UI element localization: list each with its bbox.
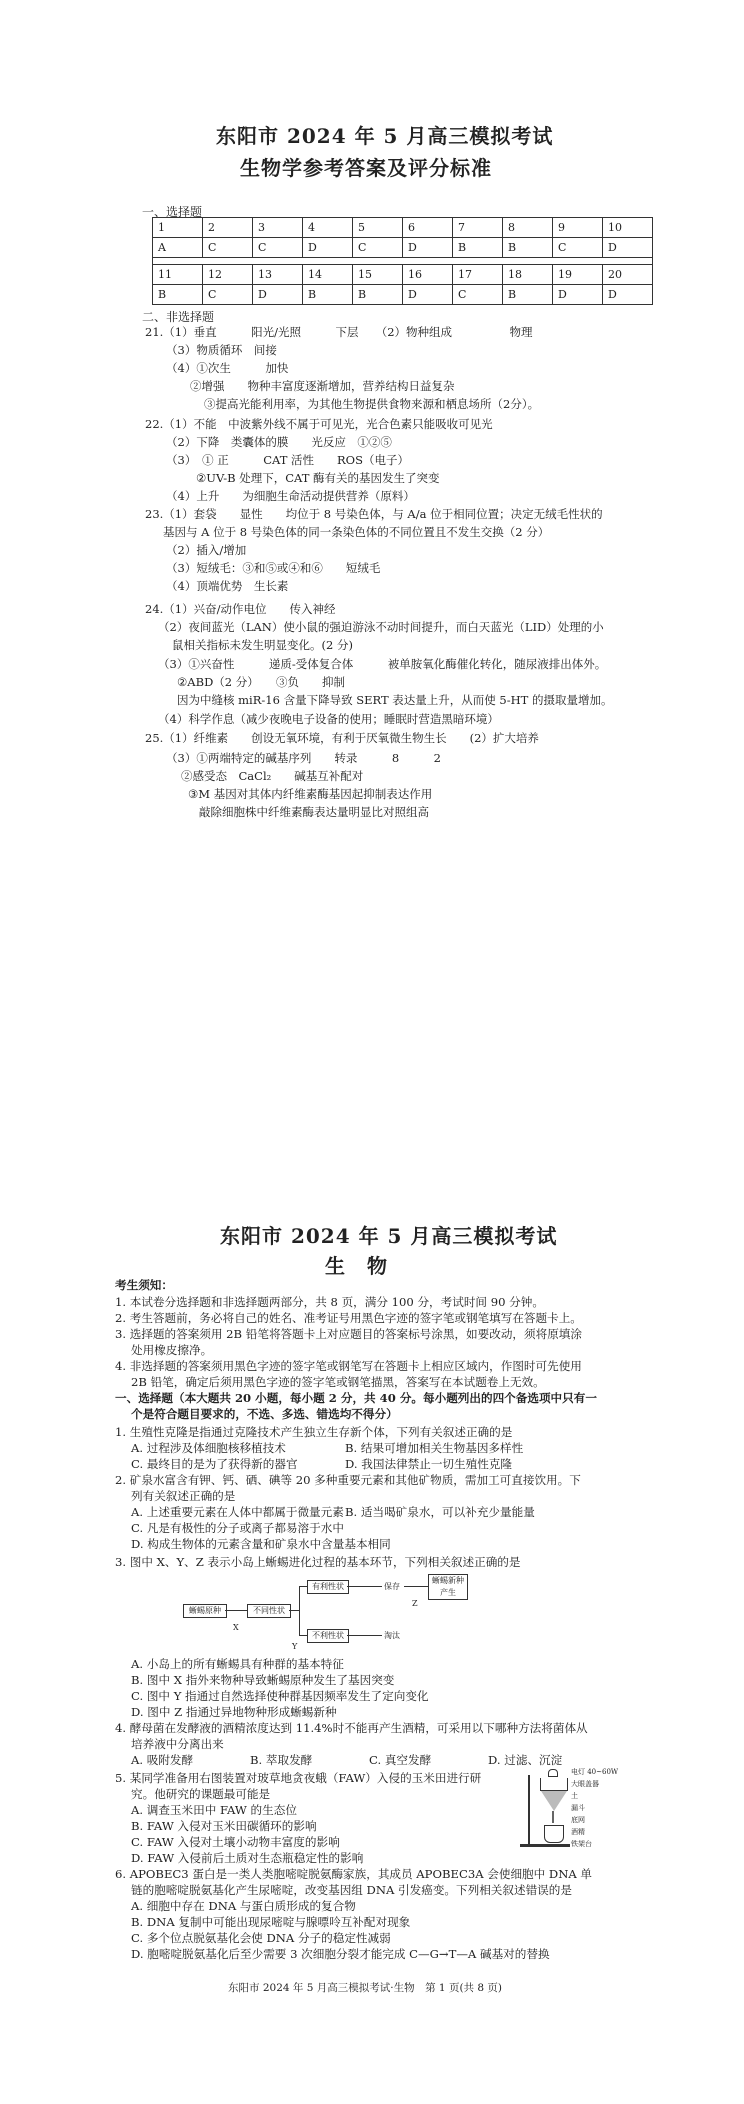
answer-line: 25.（1）纤维素 创设无氧环境，有利于厌氧微生物生长 (2）扩大培养 bbox=[145, 731, 539, 745]
page-subtitle: 生物学参考答案及评分标准 bbox=[240, 156, 492, 180]
answer-cell: 4 bbox=[303, 218, 353, 238]
answer-cell: 14 bbox=[303, 265, 353, 285]
page-footer: 东阳市 2024 年 5 月高三模拟考试·生物 第 1 页(共 8 页) bbox=[228, 1982, 502, 1994]
notice-line: 处用橡皮擦净。 bbox=[131, 1343, 213, 1357]
answer-cell: D bbox=[553, 285, 603, 305]
diagram-label-eliminate: 淘汰 bbox=[384, 1631, 400, 1640]
diagram-box-origin: 蜥蜴原种 bbox=[183, 1604, 227, 1618]
question-line: C. 图中 Y 指通过自然选择使种群基因频率发生了定向变化 bbox=[131, 1689, 429, 1703]
answer-cell: 19 bbox=[553, 265, 603, 285]
diagram-arrow bbox=[347, 1635, 382, 1636]
question-line: C. 多个位点脱氨基化会使 DNA 分子的稳定性减弱 bbox=[131, 1931, 391, 1945]
answer-cell: C bbox=[253, 238, 303, 258]
diagram-branch bbox=[299, 1586, 300, 1636]
answer-cell: 6 bbox=[403, 218, 453, 238]
notice-line: 4. 非选择题的答案须用黑色字迹的签字笔或钢笔写在答题卡上相应区域内，作图时可先使用 bbox=[115, 1359, 582, 1373]
diagram-box-new-species: 蜥蜴新种产生 bbox=[428, 1574, 468, 1600]
answer-line: 22.（1）不能 中波紫外线不属于可见光，光合色素只能吸收可见光 bbox=[145, 417, 493, 431]
question-line: C. 凡是有极性的分子或离子都易溶于水中 bbox=[131, 1521, 344, 1535]
answer-cell: 2 bbox=[203, 218, 253, 238]
answer-cell: B bbox=[503, 238, 553, 258]
question-line: 1. 生殖性克隆是指通过克隆技术产生独立生存新个体，下列有关叙述正确的是 bbox=[115, 1425, 513, 1439]
diagram-label-x: X bbox=[233, 1623, 239, 1632]
diagram-arrow bbox=[299, 1635, 307, 1636]
answer-line: ②ABD（2 分） ③负 抑制 bbox=[177, 675, 346, 689]
notice-line: 2. 考生答题前，务必将自己的姓名、准考证号用黑色字迹的签字笔或钢笔填写在答题卡上。 bbox=[115, 1311, 582, 1325]
answer-cell: B bbox=[153, 285, 203, 305]
question-line: B. DNA 复制中可能出现尿嘧啶与腺嘌呤互补配对现象 bbox=[131, 1915, 411, 1929]
question-line: C. 最终目的是为了获得新的器官 bbox=[131, 1457, 298, 1471]
diagram-arrow bbox=[225, 1610, 247, 1611]
answer-line: （4）科学作息（减少夜晚电子设备的使用；睡眠时营造黑暗环境） bbox=[158, 712, 499, 726]
apparatus-label: 铁架台 bbox=[571, 1840, 592, 1848]
section-heading: 二、非选择题 bbox=[142, 310, 215, 324]
question-line: B. FAW 入侵对玉米田碳循环的影响 bbox=[131, 1819, 317, 1833]
answer-line: ③M 基因对其体内纤维素酶基因起抑制表达作用 bbox=[188, 787, 433, 801]
question-line: 4. 酵母菌在发酵液的酒精浓度达到 11.4%时不能再产生酒精，可采用以下哪种方法将菌体从 bbox=[115, 1721, 588, 1735]
question-line: A. 调查玉米田中 FAW 的生态位 bbox=[131, 1803, 297, 1817]
answer-line: ③提高光能利用率，为其他生物提供食物来源和栖息场所（2分）。 bbox=[204, 397, 540, 411]
question-line: A. 吸附发酵 bbox=[131, 1753, 194, 1767]
notice-line: 3. 选择题的答案须用 2B 铅笔将答题卡上对应题目的答案标号涂黑，如要改动，须将原填涂 bbox=[115, 1327, 582, 1341]
section-line: 个是符合题目要求的，不选、多选、错选均不得分） bbox=[131, 1407, 398, 1421]
answer-cell: B bbox=[453, 238, 503, 258]
diagram-box-unfavorable: 不利性状 bbox=[307, 1629, 349, 1643]
soil-container bbox=[540, 1778, 568, 1791]
question-line: D. 图中 Z 指通过异地物种形成蜥蜴新种 bbox=[131, 1705, 337, 1719]
question-line: 3. 图中 X、Y、Z 表示小岛上蜥蜴进化过程的基本环节，下列相关叙述正确的是 bbox=[115, 1555, 521, 1569]
answer-cell: D bbox=[403, 285, 453, 305]
answer-cell: C bbox=[203, 238, 253, 258]
apparatus-label: 酒精 bbox=[571, 1828, 585, 1836]
answer-cell: 17 bbox=[453, 265, 503, 285]
apparatus-label: 大眼盖器 bbox=[571, 1780, 599, 1788]
apparatus-label: 土 bbox=[571, 1792, 578, 1800]
diagram-label-y: Y bbox=[292, 1642, 298, 1651]
answer-cell: D bbox=[403, 238, 453, 258]
answer-cell: 12 bbox=[203, 265, 253, 285]
question-line: A. 上述重要元素在人体中都属于微量元素 bbox=[131, 1505, 344, 1519]
answer-line: 23.（1）套袋 显性 均位于 8 号染色体，与 A/a 位于相同位置；决定无绒毛性状的 bbox=[145, 507, 603, 521]
answer-line: 21.（1）垂直 阳光/光照 下层 （2）物种组成 物理 bbox=[145, 325, 533, 339]
question-line: A. 过程涉及体细胞核移植技术 bbox=[131, 1441, 286, 1455]
question-line: C. FAW 入侵对土壤小动物丰富度的影响 bbox=[131, 1835, 340, 1849]
apparatus-label: 底网 bbox=[571, 1816, 585, 1824]
stand-pole bbox=[528, 1775, 530, 1845]
answer-cell: C bbox=[203, 285, 253, 305]
answer-cell: 5 bbox=[353, 218, 403, 238]
question-line: B. 图中 X 指外来物种导致蜥蜴原种发生了基因突变 bbox=[131, 1673, 395, 1687]
question-line: B. 适当喝矿泉水，可以补充少量能量 bbox=[345, 1505, 535, 1519]
question-line: D. 胞嘧啶脱氨基化后至少需要 3 次细胞分裂才能完成 C—G→T—A 碱基对的替换 bbox=[131, 1947, 550, 1961]
answer-cell: D bbox=[603, 238, 653, 258]
diagram-box-favorable: 有利性状 bbox=[307, 1580, 349, 1594]
question-line: A. 小岛上的所有蜥蜴具有种群的基本特征 bbox=[131, 1657, 344, 1671]
answer-cell: 11 bbox=[153, 265, 203, 285]
exam-title: 东阳市 2024 年 5 月高三模拟考试 bbox=[220, 1224, 558, 1248]
answer-cell: 7 bbox=[453, 218, 503, 238]
answer-cell: D bbox=[303, 238, 353, 258]
question-line: A. 细胞中存在 DNA 与蛋白质形成的复合物 bbox=[131, 1899, 356, 1913]
answer-line: 24.（1）兴奋/动作电位 传入神经 bbox=[145, 602, 336, 616]
diagram-label-z: Z bbox=[412, 1599, 418, 1608]
answer-line: ②感受态 CaCl₂ 碱基互补配对 bbox=[181, 769, 364, 783]
question-line: D. 过滤、沉淀 bbox=[488, 1753, 563, 1767]
answer-line: 鼠相关指标未发生明显变化。(2 分) bbox=[172, 638, 353, 652]
answer-cell: 13 bbox=[253, 265, 303, 285]
question-line: C. 真空发酵 bbox=[369, 1753, 432, 1767]
answer-line: （3）①两端特定的碱基序列 转录 8 2 bbox=[166, 751, 441, 765]
stand-base bbox=[520, 1844, 570, 1847]
answer-line: 敲除细胞株中纤维素酶表达量明显比对照组高 bbox=[199, 805, 429, 819]
question-line: D. 构成生物体的元素含量和矿泉水中含量基本相同 bbox=[131, 1537, 391, 1551]
answer-cell: D bbox=[603, 285, 653, 305]
exam-subject: 生 物 bbox=[325, 1254, 388, 1278]
answer-line: ②UV-B 处理下，CAT 酶有关的基因发生了突变 bbox=[196, 471, 440, 485]
answer-cell: 3 bbox=[253, 218, 303, 238]
answer-cell: B bbox=[353, 285, 403, 305]
page-title: 东阳市 2024 年 5 月高三模拟考试 bbox=[216, 124, 554, 148]
answer-cell: C bbox=[453, 285, 503, 305]
diagram-label-keep: 保存 bbox=[384, 1582, 400, 1591]
answer-cell: 10 bbox=[603, 218, 653, 238]
question-line: 2. 矿泉水富含有钾、钙、硒、碘等 20 多种重要元素和其他矿物质，需加工可直接饮用。下 bbox=[115, 1473, 581, 1487]
answer-line: （3）①兴奋性 递质-受体复合体 被单胺氧化酶催化转化，随尿液排出体外。 bbox=[158, 657, 607, 671]
diagram-arrow bbox=[347, 1586, 382, 1587]
answer-cell: 9 bbox=[553, 218, 603, 238]
answer-line: （3）短绒毛：③和⑤或④和⑥ 短绒毛 bbox=[166, 561, 381, 575]
answer-line: （2）夜间蓝光（LAN）使小鼠的强迫游泳不动时间提升，而白天蓝光（LID）处理的小 bbox=[158, 620, 604, 634]
answer-line: 基因与 A 位于 8 号染色体的同一条染色体的不同位置且不发生交换（2 分） bbox=[163, 525, 550, 539]
answer-cell: B bbox=[303, 285, 353, 305]
question-line: D. FAW 入侵前后土质对生态瓶稳定性的影响 bbox=[131, 1851, 364, 1865]
question-line: 究。他研究的课题最可能是 bbox=[131, 1787, 271, 1801]
funnel-stem bbox=[552, 1811, 554, 1823]
diagram-arrow bbox=[299, 1586, 307, 1587]
answer-line: （3） ① 正 CAT 活性 ROS（电子） bbox=[166, 453, 409, 467]
answer-cell: 8 bbox=[503, 218, 553, 238]
answer-cell: 16 bbox=[403, 265, 453, 285]
answer-line: （2）插入/增加 bbox=[166, 543, 247, 557]
answer-cell: 20 bbox=[603, 265, 653, 285]
answer-cell: 18 bbox=[503, 265, 553, 285]
question-line: 6. APOBEC3 蛋白是一类人类胞嘧啶脱氨酶家族，其成员 APOBEC3A 会使细胞中 DNA 单 bbox=[115, 1867, 593, 1881]
notice-title: 考生须知： bbox=[115, 1278, 173, 1292]
answer-line: ②增强 物种丰富度逐渐增加，营养结构日益复杂 bbox=[190, 379, 455, 393]
diagram-box-variation: 不同性状 bbox=[247, 1604, 291, 1618]
notice-line: 2B 铅笔，确定后须用黑色字迹的签字笔或钢笔描黑，答案写在本试题卷上无效。 bbox=[131, 1375, 545, 1389]
bottle-icon bbox=[544, 1825, 564, 1843]
answer-cell: A bbox=[153, 238, 203, 258]
funnel-icon bbox=[541, 1791, 567, 1811]
diagram-arrow bbox=[289, 1610, 299, 1611]
answer-line: （3）物质循环 间接 bbox=[166, 343, 277, 357]
question-line: 链的胞嘧啶脱氨基化产生尿嘧啶，改变基因组 DNA 引发癌变。下列相关叙述错误的是 bbox=[131, 1883, 572, 1897]
answer-cell: 1 bbox=[153, 218, 203, 238]
apparatus-label: 电灯 40~60W bbox=[571, 1768, 619, 1776]
answer-line: （2）下降 类囊体的膜 光反应 ①②⑤ bbox=[166, 435, 392, 449]
question-line: D. 我国法律禁止一切生殖性克隆 bbox=[345, 1457, 512, 1471]
section-heading: 一、选择题 bbox=[142, 205, 203, 219]
answer-line: （4）①次生 加快 bbox=[166, 361, 289, 375]
answer-cell: C bbox=[353, 238, 403, 258]
answer-cell: D bbox=[253, 285, 303, 305]
answer-line: （4）顶端优势 生长素 bbox=[166, 579, 289, 593]
apparatus-label: 漏斗 bbox=[571, 1804, 585, 1812]
question-line: 培养液中分离出来 bbox=[131, 1737, 224, 1751]
notice-line: 1. 本试卷分选择题和非选择题两部分，共 8 页，满分 100 分，考试时间 90 分钟。 bbox=[115, 1295, 544, 1309]
question-line: B. 结果可增加相关生物基因多样性 bbox=[345, 1441, 524, 1455]
question-line: 5. 某同学准备用右图装置对玻草地贪夜蛾（FAW）入侵的玉米田进行研 bbox=[115, 1771, 482, 1785]
answer-cell: B bbox=[503, 285, 553, 305]
answer-cell: C bbox=[553, 238, 603, 258]
answer-cell: 15 bbox=[353, 265, 403, 285]
diagram-arrow bbox=[404, 1586, 428, 1587]
section-line: 一、选择题（本大题共 20 小题，每小题 2 分，共 40 分。每小题列出的四个备选项中只有一 bbox=[115, 1391, 597, 1405]
lamp-icon bbox=[548, 1769, 558, 1777]
answer-line: 因为中缝核 miR-16 含量下降导致 SERT 表达量上升，从而使 5-HT 的摄取量增加。 bbox=[177, 693, 613, 707]
question-line: B. 萃取发酵 bbox=[250, 1753, 313, 1767]
question-line: 列有关叙述正确的是 bbox=[131, 1489, 236, 1503]
answer-line: （4）上升 为细胞生命活动提供营养（原料） bbox=[166, 489, 415, 503]
answer-table bbox=[152, 217, 653, 305]
